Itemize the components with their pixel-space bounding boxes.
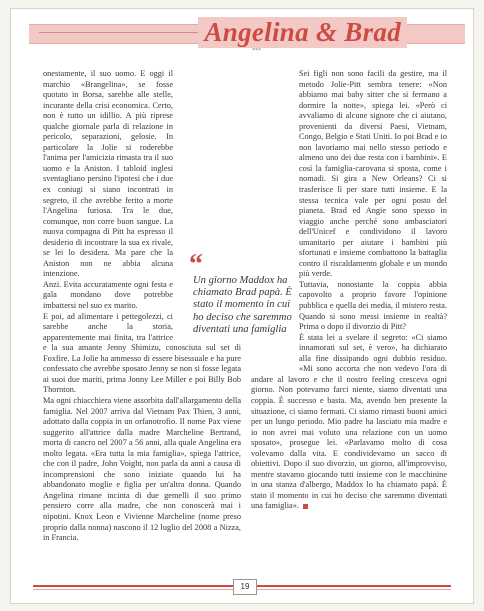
- page-header: [11, 15, 473, 54]
- paragraph: onestamente, il suo uomo. E oggi il marchio «Brangelina», se fosse quotato in Borsa, sarebbe alle stelle, incurante della crisi economica. Certo, non è tutto un idillio. A più riprese qualche giornale parla di relazione in pericolo, separazioni, gelosie. In particolare la Jolie si roderebbe l'anima per l'amicizia rimasta tra il suo uomo e la Aniston. I tabloid inglesi sventagliano persino l'ipotesi che i due ex coniugi si siano incontrati in segreto, il che avrebbe ferito a morte l'Angelina furiosa. Tra le due, comunque, non corre buon sangue. La nuova compagna di Pitt ha espresso il desiderio di incontrare la sua ex rivale, se lei lo desidera. Ma pare che la Aniston non ne abbia alcuna intenzione.: [43, 69, 173, 279]
- quote-mark-icon: “: [189, 249, 203, 280]
- paragraph: Tuttavia, nonostante la coppia abbia capovolto a proprio favore l'opinione pubblica e quella dei media, il mistero resta. Quando si sono messi insieme in realtà? Prima o dopo il divorzio di Pitt?: [299, 279, 447, 332]
- paragraph: E poi, ad alimentare i pettegolezzi, ci sarebbe anche la storia, apparentemente mai finita, tra l'attrice e la sua amante Jenny Shimizu, conosciuta sul set di Foxfire. La Jolie ha ammesso di essere bisessuale e ha pure confessato che avrebbe sposato Jenny se non si fosse legata ai suoi due mariti, prima Jonny Lee Miller e poi Billy Bob Thornton.: [43, 311, 241, 395]
- paragraph: Ma ogni chiacchiera viene assorbita dall'allargamento della famiglia. Nel 2007 arriva dal Vietnam Pax Thien, 3 anni, adottato dalla coppia in un orfanotrofio. Il nome Pax viene suggerito all'attrice dalla madre Marcheline Bertrand, morta di cancro nel 2007 a 56 anni, alla quale Angelina era molto legata. «Era tutta la mia famiglia», spiega l'attrice, che con il padre, John Voight, non parla da anni a causa di incomprensioni che sono iniziate quando lui ha abbandonato moglie e figlia per un'altra donna. Quando Angelina rimane incinta di due gemelli il suo primo pensiero corre alla madre, che non conoscerà mai i nipotini. Knox Leon e Vivienne Marcheline (nome preso proprio dalla nonna) nascono il 12 luglio del 2008 a Nizza, in Francia.: [43, 395, 241, 543]
- paragraph: Anzi. Evita accuratamente ogni festa e gala mondano dove potrebbe imbattersi nel suo ex marito.: [43, 279, 173, 311]
- end-mark-icon: [303, 504, 308, 509]
- page-footer: [11, 577, 473, 597]
- page-number: 19: [233, 579, 257, 595]
- header-subtitle: ***: [252, 48, 261, 54]
- magazine-page: [10, 8, 474, 604]
- paragraph: Sei figli non sono facili da gestire, ma il metodo Jolie-Pitt sembra tenere: «Non abbiamo mai baby sitter che si fermano a dormire la notte», spiega lei. «Però ci avvaliamo di alcune signore che ci aiutano, provenienti da diversi Paesi, Vietnam, Congo, Belgio e Stati Uniti. Io poi Brad e io non lavoriamo mai nello stesso periodo e almeno uno dei due resta con i bambini». E così la famiglia-carovana si sposta, come i nomadi. Si gira a New Orleans? Ci si trasferisce lì per stare tutti insieme. E la stessa tecnica vale per ogni posto del pianeta. Brad ed Angie sono spesso in viaggio anche perché sono ambasciatori dell'Unicef e condividono il lavoro umanitario per aiutare i bambini più sfortunati e insieme combattono la battaglia contro il riscaldamento globale e un mondo più verde.: [299, 69, 447, 279]
- pull-quote-text: Un giorno Maddox ha chiamato Brad papà. È stato il momento in cui ho deciso che saremmo diventati una famiglia: [193, 275, 292, 335]
- header-title: Angelina & Brad: [198, 17, 407, 48]
- paragraph-text: È stata lei a svelare il segreto: «Ci siamo innamorati sul set, è vero», ha dichiarato alla fine dissipando ogni dubbio residuo. «Mi sono accorta che non vedevo l'ora di andare al lavoro e che il nostro feeling cresceva ogni giorno. Non potevamo farci niente, siamo diventati una coppia. È successo e basta. Ma, avendo ben presente la situazione, ci siamo fermati. Ci siamo rimasti buoni amici per un lungo periodo. Mio padre ha lasciato mia madre e io non avrei mai voluto una relazione con un uomo sposato», prosegue lei. «Parlavamo molto di cosa volevamo dalla vita. E condividevamo un sacco di obiettivi. Dopo il suo divorzio, un giorno, all'improvviso, mentre stavamo giocando tutti insieme con le macchinine in una stanza d'albergo, Maddox lo ha chiamato papà. È stato il momento in cui ho deciso che saremmo diventati una famiglia».: [251, 332, 447, 511]
